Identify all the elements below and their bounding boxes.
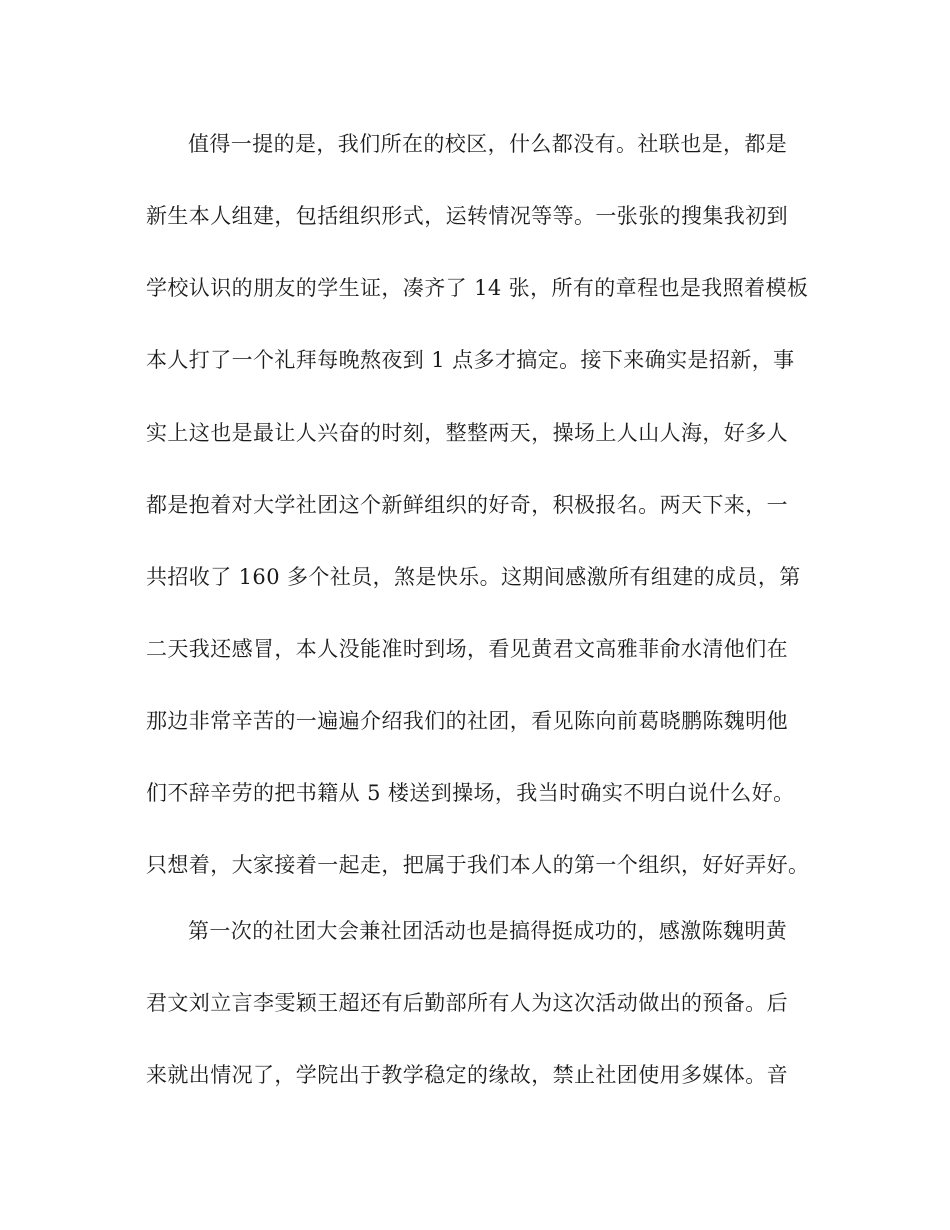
- paragraph-1-line-6: 都是抱着对大学社团这个新鲜组织的好奇，积极报名。两天下来，一: [146, 493, 788, 517]
- paragraph-1-line-2: 新生本人组建，包括组织形式，运转情况等等。一张张的搜集我初到: [146, 204, 788, 228]
- paragraph-1-line-9: 那边非常辛苦的一遍遍介绍我们的社团，看见陈向前葛晓鹏陈魏明他: [146, 709, 788, 733]
- paragraph-1-line-1: 值得一提的是，我们所在的校区，什么都没有。社联也是，都是: [188, 132, 788, 156]
- paragraph-1-line-5: 实上这也是最让人兴奋的时刻，整整两天，操场上人山人海，好多人: [146, 421, 788, 445]
- paragraph-1-line-3: 学校认识的朋友的学生证，凑齐了 14 张，所有的章程也是我照着模板: [146, 276, 809, 300]
- paragraph-2-line-1: 第一次的社团大会兼社团活动也是搞得挺成功的，感激陈魏明黄: [188, 919, 788, 943]
- paragraph-1-line-4: 本人打了一个礼拜每晚熬夜到 1 点多才搞定。接下来确实是招新，事: [146, 348, 795, 372]
- paragraph-1-line-10: 们不辞辛劳的把书籍从 5 楼送到操场，我当时确实不明白说什么好。: [146, 781, 795, 805]
- paragraph-2-line-3: 来就出情况了，学院出于教学稳定的缘故，禁止社团使用多媒体。音: [146, 1063, 788, 1087]
- paragraph-1-line-8: 二天我还感冒，本人没能准时到场，看见黄君文高雅菲俞水清他们在: [146, 637, 788, 661]
- paragraph-1-line-7: 共招收了 160 多个社员，煞是快乐。这期间感激所有组建的成员，第: [146, 565, 801, 589]
- paragraph-1-line-11: 只想着，大家接着一起走，把属于我们本人的第一个组织，好好弄好。: [146, 853, 810, 877]
- paragraph-2-line-2: 君文刘立言李雯颖王超还有后勤部所有人为这次活动做出的预备。后: [146, 991, 788, 1015]
